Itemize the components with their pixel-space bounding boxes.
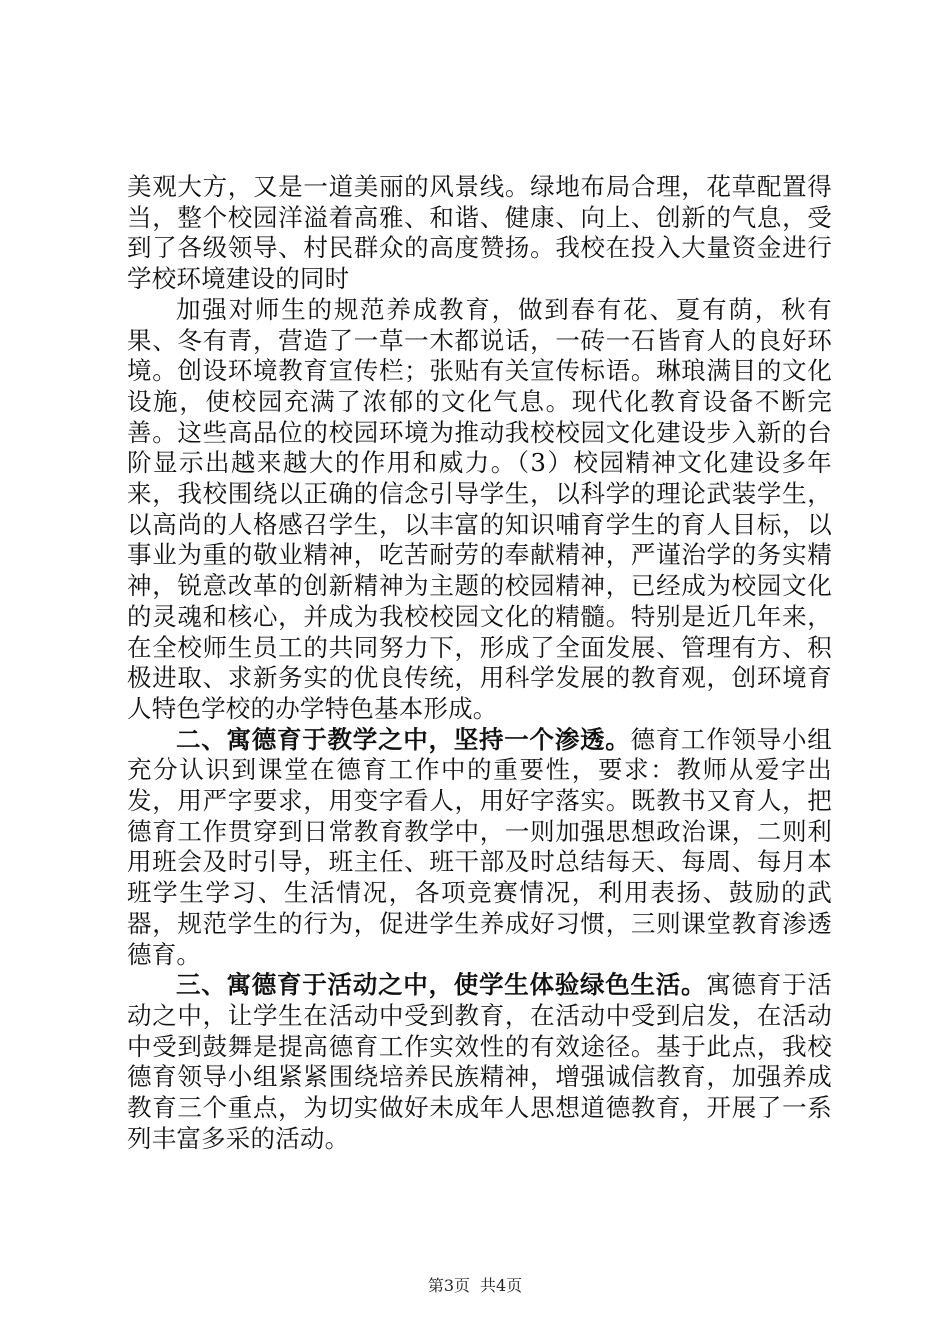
paragraph-2: [127, 295, 832, 725]
paragraph-4-text: 寓德育于活动之中，让学生在活动中受到教育，在活动中受到启发，在活动中受到鼓舞是提高德育工作实效性的有效途径。基于此点，我校德育领导小组紧紧围绕培养民族精神，增强诚信教育，加强养成教育三个重点，为切实做好未成年人思想道德教育，开展了一系列丰富多采的活动。: [127, 970, 833, 1153]
paragraph-3: [127, 725, 832, 971]
paragraph-1-text: 美观大方，又是一道美丽的风景线。绿地布局合理，花草配置得当，整个校园洋溢着高雅、和谐、健康、向上、创新的气息，受到了各级领导、村民群众的高度赞扬。我校在投入大量资金进行学校环境建设的同时: [127, 172, 832, 294]
paragraph-4: [127, 970, 832, 1154]
page-total: 共4页: [480, 1276, 523, 1295]
page-footer: [0, 1273, 950, 1296]
section-heading-three: 三、寓德育于活动之中，使学生体验绿色生活。: [176, 970, 707, 1000]
page-number: 第3页: [427, 1276, 470, 1295]
document-body: [127, 172, 832, 1155]
section-heading-two: 二、寓德育于教学之中，坚持一个渗透。: [176, 724, 631, 754]
paragraph-2-text: 加强对师生的规范养成教育，做到春有花、夏有荫，秋有果、冬有青，营造了一草一木都说话，一砖一石皆育人的良好环境。创设环境教育宣传栏；张贴有关宣传标语。琳琅满目的文化设施，使校园充满了浓郁的文化气息。现代化教育设备不断完善。这些高品位的校园环境为推动我校校园文化建设步入新的台阶显示出越来越大的作用和威力。（3）校园精神文化建设多年来，我校围绕以正确的信念引导学生，以科学的理论武装学生，以高尚的人格感召学生，以丰富的知识哺育学生的育人目标，以事业为重的敬业精神，吃苦耐劳的奉献精神，严谨治学的务实精神，锐意改革的创新精神为主题的校园精神，已经成为校园文化的灵魂和核心，并成为我校校园文化的精髓。特别是近几年来，在全校师生员工的共同努力下，形成了全面发展、管理有方、积极进取、求新务实的优良传统，用科学发展的教育观，创环境育人特色学校的办学特色基本形成。: [127, 294, 832, 723]
paragraph-1: [127, 172, 832, 295]
paragraph-3-text: 德育工作领导小组充分认识到课堂在德育工作中的重要性，要求：教师从爱字出发，用严字要求，用变字看人，用好字落实。既教书又育人，把德育工作贯穿到日常教育教学中，一则加强思想政治课，二则利用班会及时引导，班主任、班干部及时总结每天、每周、每月本班学生学习、生活情况，各项竞赛情况，利用表扬、鼓励的武器，规范学生的行为，促进学生养成好习惯，三则课堂教育渗透德育。: [127, 724, 832, 969]
